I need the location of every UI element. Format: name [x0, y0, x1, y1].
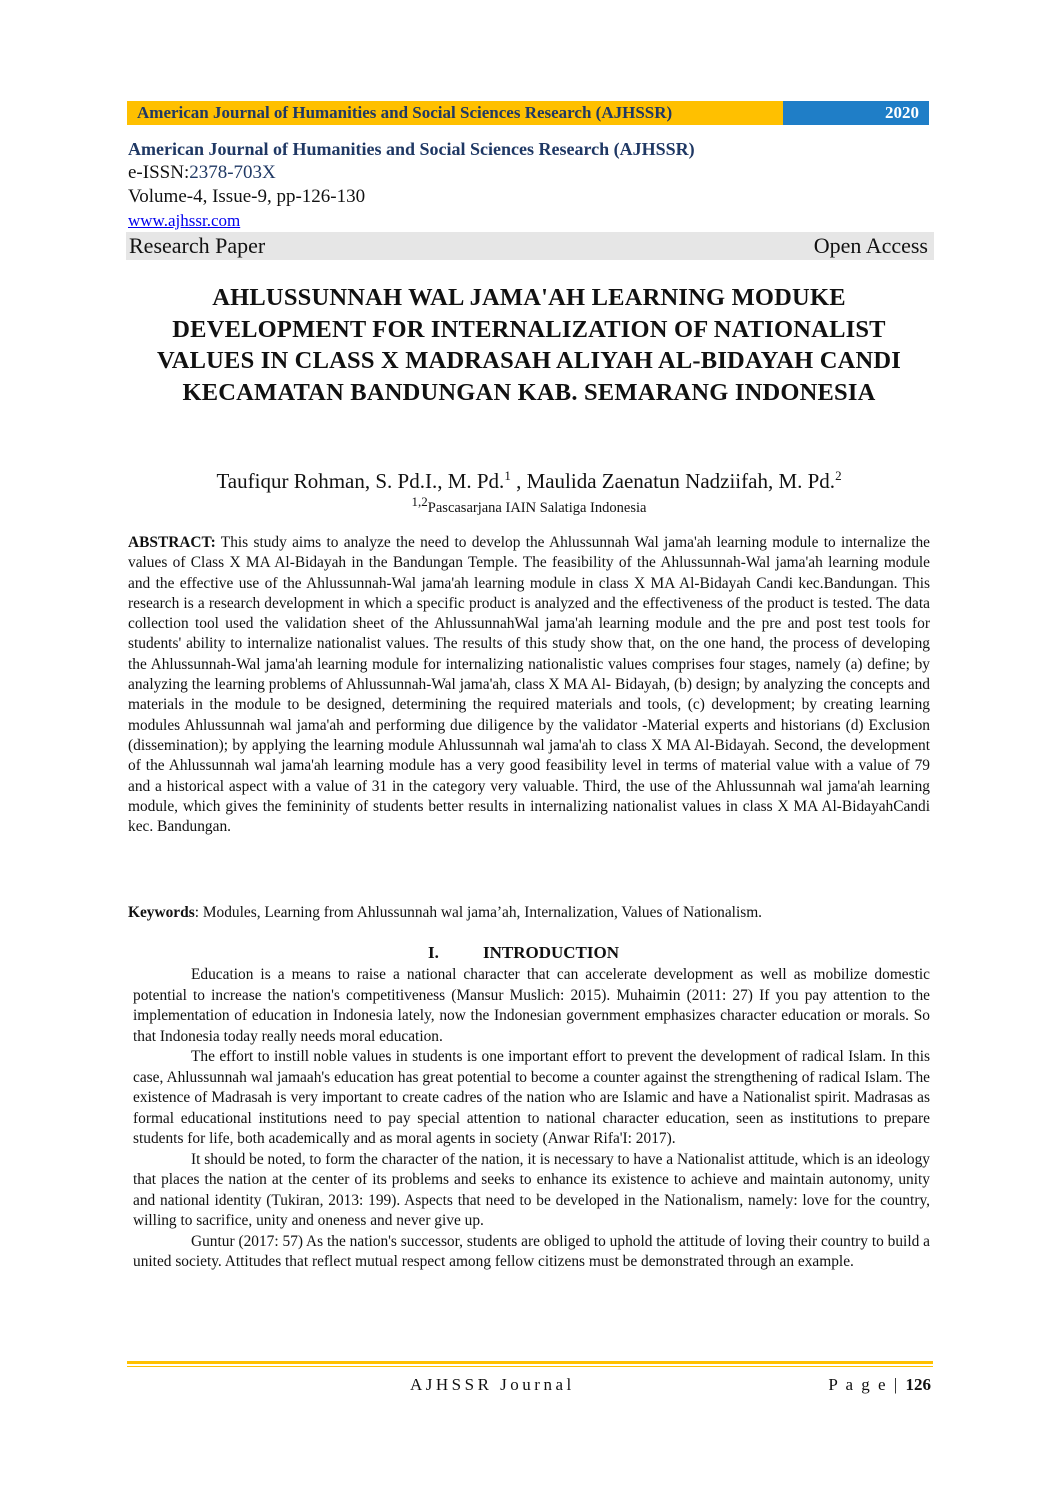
paper-title: AHLUSSUNNAH WAL JAMA'AH LEARNING MODUKE DEVELOPMENT FOR INTERNALIZATION OF NATIONALIST VALUES IN CLASS X MADRASAH ALIYAH AL-BIDAYAH CANDI KECAMATAN BANDUNGAN KAB. SEMARANG INDONESIA	[156, 284, 902, 406]
paper-type: Research Paper	[129, 233, 266, 258]
keywords-text: : Modules, Learning from Ahlussunnah wal jama’ah, Internalization, Values of Nationalism.	[194, 904, 763, 921]
abstract-text: This study aims to analyze the need to develop the Ahlussunnah Wal jama'ah learning module to internalize the values of Class X MA Al-Bidayah in the Bandungan Temple. The feasibility of the Ahlussunnah-Wal jama'ah learning module and the effective use of the Ahlussunnah-Wal jama'ah learning module in class X MA Al-Bidayah Candi kec.Bandungan. This research is a research development in which a specific product is analyzed and the effectiveness of the product is tested. The data collection tool used the validation sheet of the AhlussunnahWal jama'ah learning module and the pre and post test tools for students' ability to internalize nationalist values. The results of this study show that, on the one hand, the process of developing the Ahlussunnah-Wal jama'ah learning module for internalizing nationalistic values comprises four stages, namely (a) define; by analyzing the learning problems of Ahlussunnah-Wal jama'ah, class X MA Al- Bidayah, (b) design; by analyzing the concepts and materials in the module to be designed, determining the required materials and tools, (c) development; by creating learning modules Ahlussunnah wal jama'ah and performing due diligence by the validator -Material experts and historians (d) Exclusion (dissemination); by applying the learning module Ahlussunnah wal jama'ah to class X MA Al-Bidayah. Second, the development of the Ahlussunnah wal jama'ah learning module has a very good feasibility level in terms of material value with a value of 79 and a historical aspect with a value of 31 in the category very valuable. Third, the use of the Ahlussunnah wal jama'ah learning module, which gives the femininity of students better results in internalizing nationalist values in class X MA Al-BidayahCandi kec. Bandungan.	[128, 534, 930, 836]
abstract-label: ABSTRACT:	[128, 534, 216, 551]
access-type: Open Access	[813, 233, 928, 258]
paragraph: Education is a means to raise a national character that can accelerate development as well as mobilize domestic potential to increase the nation's competitiveness (Mansur Muslich: 2015). Muhaimin (2011: 27) If you pay attention to the implementation of education in Indonesia lately, now the Indonesian government emphasizes character education or morals. So that Indonesia today really needs moral education.	[133, 966, 930, 1045]
author-2-sup: 2	[835, 468, 842, 483]
author-1: Taufiqur Rohman, S. Pd.I., M. Pd.	[216, 469, 505, 493]
section-number: I.	[428, 943, 439, 962]
footer-page-number: 126	[905, 1375, 931, 1394]
header-year: 2020	[783, 101, 929, 125]
author-1-sup: 1	[504, 468, 511, 483]
affiliation-sup: 1,2	[411, 494, 428, 509]
authors	[128, 462, 930, 495]
volume-info: Volume-4, Issue-9, pp-126-130	[128, 186, 366, 207]
paragraph: The effort to instill noble values in students is one important effort to prevent the development of radical Islam. In this case, Ahlussunnah wal jamaah's education has great potential to become a counter against the strengthening of radical Islam. The existence of Madrasah is very important to create cadres of the nation who are Islamic and have a Nationalist spirit. Madrasas as formal educational institutions need to pay special attention to national character education, seen as institutions to prepare students for life, both academically and as moral agents in society (Anwar Rifa'I: 2017).	[133, 1048, 930, 1147]
abstract	[128, 533, 930, 837]
issn-value: 2378-703X	[189, 162, 276, 183]
author-2: Maulida Zaenatun Nadziifah, M. Pd.	[526, 469, 836, 493]
issn	[128, 161, 276, 185]
journal-name: American Journal of Humanities and Social Sciences Research (AJHSSR)	[128, 139, 695, 159]
paper-type-band	[126, 232, 934, 260]
issn-label: e-ISSN:	[128, 162, 190, 183]
keywords-label: Keywords	[128, 904, 195, 921]
introduction-body	[133, 965, 930, 1273]
header-journal-band: American Journal of Humanities and Social Sciences Research (AJHSSR)	[127, 101, 783, 125]
journal-url-link[interactable]: www.ajhssr.com	[128, 211, 241, 230]
footer-page	[828, 1375, 931, 1395]
footer-rule	[127, 1361, 933, 1364]
affiliation-text: Pascasarjana IAIN Salatiga Indonesia	[427, 499, 647, 516]
footer-rule-thin	[127, 1366, 933, 1367]
paragraph: It should be noted, to form the character of the nation, it is necessary to have a Nationalist attitude, which is an ideology that places the nation at the center of its problems and seeks to enhance its existence to achieve and maintain autonomy, unity and national identity (Tukiran, 2013: 199). Aspects that need to be developed in the Nationalism, namely: love for the country, willing to sacrifice, unity and oneness and never give up.	[133, 1150, 930, 1229]
affiliation	[128, 492, 930, 518]
section-title: INTRODUCTION	[483, 943, 620, 962]
footer-journal: AJHSSR Journal	[410, 1375, 575, 1394]
paragraph: Guntur (2017: 57) As the nation's successor, students are obliged to uphold the attitude of loving their country to build a united society. Attitudes that reflect mutual respect among fellow citizens must be demonstrated through an example.	[133, 1232, 930, 1270]
author-separator: ,	[510, 469, 527, 493]
footer-page-label: P a g e |	[828, 1375, 906, 1394]
keywords	[128, 903, 930, 923]
